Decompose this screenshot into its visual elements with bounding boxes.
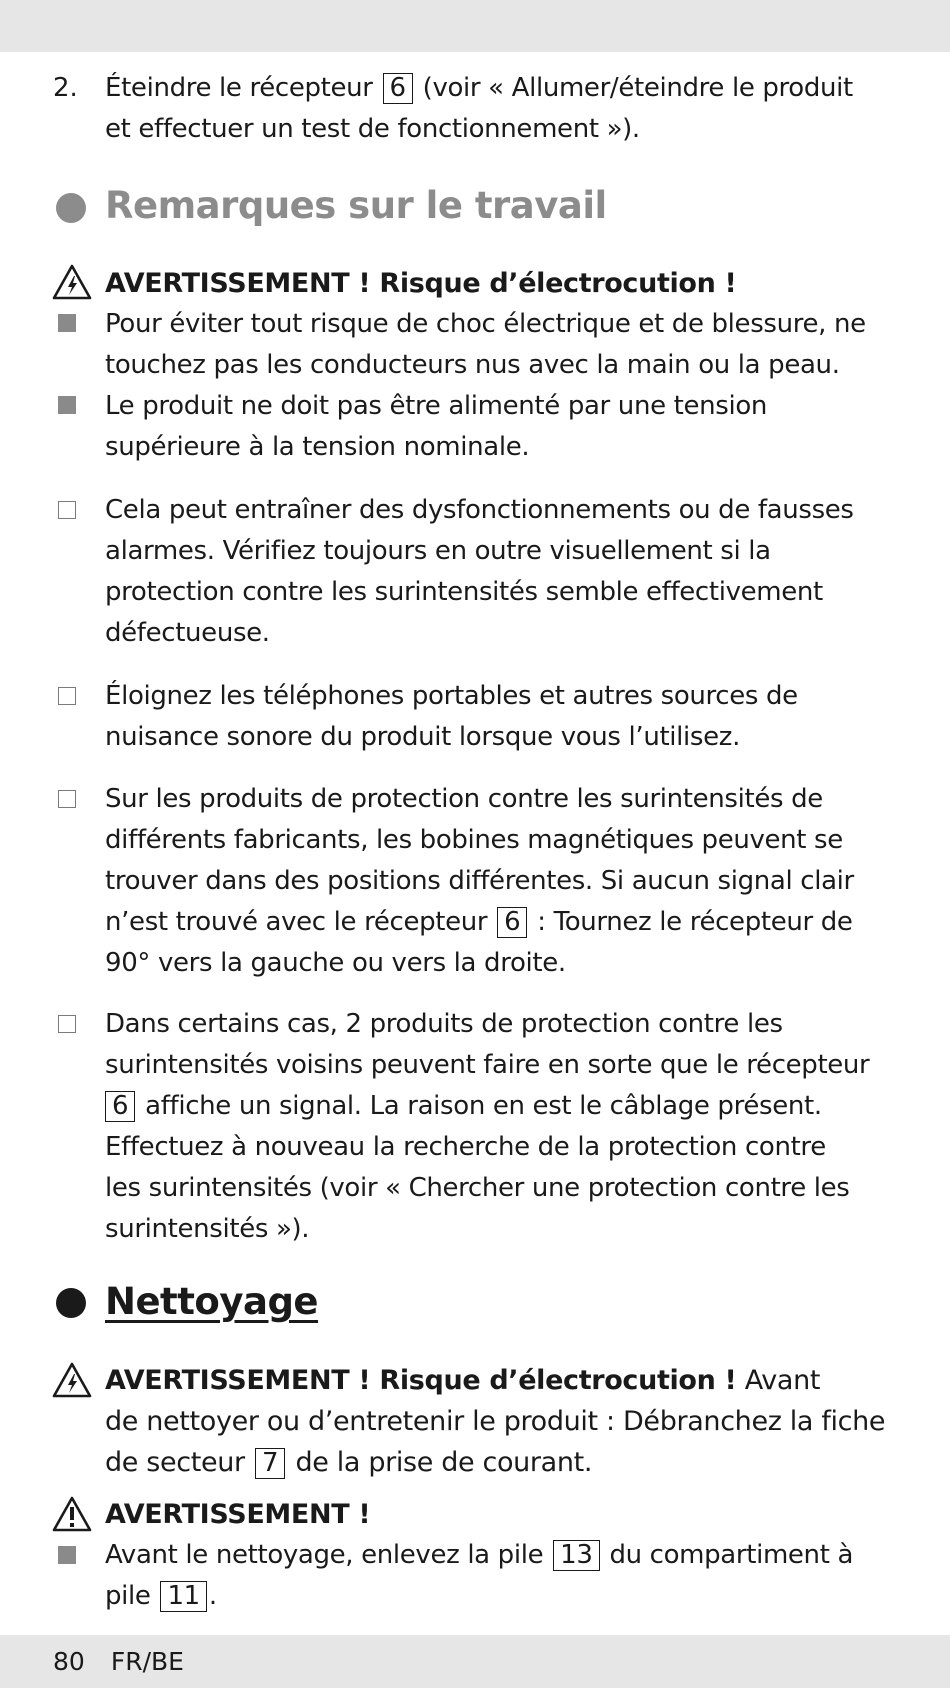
note-line: Éloignez les téléphones portables et autres sources de: [105, 681, 798, 711]
part-number-box: 6: [105, 1091, 135, 1122]
step-2-line2: et effectuer un test de fonctionnement »).: [105, 114, 640, 144]
step-2-line1-post: (voir « Allumer/éteindre le produit: [422, 73, 853, 103]
top-band: [0, 0, 950, 52]
warning-3-bullet: [105, 1535, 900, 1617]
language-code: FR/BE: [110, 1647, 184, 1676]
warning-title-2: AVERTISSEMENT ! Risque d’électrocution !: [105, 1365, 737, 1396]
note-checkbox-icon: [58, 790, 76, 808]
bullet-line: touchez pas les conducteurs nus avec la main ou la peau.: [105, 350, 840, 380]
note-line-pre: n’est trouvé avec le récepteur: [105, 907, 488, 937]
note-line: alarmes. Vérifiez toujours en outre visuellement si la: [105, 536, 771, 566]
bullet-line-post: du compartiment à: [609, 1540, 854, 1570]
note-line: [105, 902, 900, 943]
note-line: Sur les produits de protection contre les surintensités de: [105, 784, 823, 814]
page-number: 80: [53, 1647, 85, 1676]
note-line: nuisance sonore du produit lorsque vous l’utilisez.: [105, 722, 740, 752]
part-number-box: 11: [160, 1581, 206, 1612]
note-3: [105, 779, 900, 984]
note-line-post: : Tournez le récepteur de: [537, 907, 853, 937]
warning-triangle-icon: [52, 1362, 92, 1398]
part-number-box: 6: [497, 907, 527, 938]
warning-2-line3-pre: de secteur: [105, 1447, 245, 1478]
bullet-line-pre: Avant le nettoyage, enlevez la pile: [105, 1540, 544, 1570]
note-line: Cela peut entraîner des dysfonctionnements ou de fausses: [105, 495, 854, 525]
warning-2: [105, 1360, 905, 1483]
note-line-post: affiche un signal. La raison en est le câblage présent.: [145, 1091, 822, 1121]
note-line: différents fabricants, les bobines magnétiques peuvent se: [105, 825, 843, 855]
note-line: surintensités »).: [105, 1214, 310, 1244]
note-line: surintensités voisins peuvent faire en sorte que le récepteur: [105, 1050, 870, 1080]
bullet-line-pre: pile: [105, 1581, 151, 1611]
note-checkbox-icon: [58, 687, 76, 705]
warning-2-line3-post: de la prise de courant.: [295, 1447, 593, 1478]
bullet-line: Pour éviter tout risque de choc électrique et de blessure, ne: [105, 309, 866, 339]
section-bullet-icon: [56, 193, 86, 223]
note-4: [105, 1004, 900, 1250]
section-bullet-icon: [56, 1288, 86, 1318]
part-number-box: 6: [383, 73, 413, 104]
note-line: 90° vers la gauche ou vers la droite.: [105, 948, 566, 978]
note-checkbox-icon: [58, 501, 76, 519]
warning-triangle-icon: [52, 264, 92, 300]
bullet-line-post: .: [208, 1581, 217, 1611]
note-1: [105, 490, 900, 654]
step-number: 2.: [53, 73, 78, 103]
bullet-line: Le produit ne doit pas être alimenté par une tension: [105, 391, 768, 421]
note-line: Effectuez à nouveau la recherche de la protection contre: [105, 1132, 826, 1162]
note-checkbox-icon: [58, 1015, 76, 1033]
warning-title-1: AVERTISSEMENT ! Risque d’électrocution !: [105, 268, 737, 299]
note-line: Dans certains cas, 2 produits de protection contre les: [105, 1009, 783, 1039]
note-line: protection contre les surintensités semble effectivement: [105, 577, 823, 607]
warning-1-bullet-2: [105, 386, 900, 468]
warning-title-3: AVERTISSEMENT !: [105, 1499, 371, 1530]
note-line: les surintensités (voir « Chercher une protection contre les: [105, 1173, 850, 1203]
bullet-square-filled: [58, 314, 76, 332]
note-line: [105, 1086, 900, 1127]
part-number-box: 13: [553, 1540, 599, 1571]
section-title-nettoyage: Nettoyage: [105, 1280, 319, 1323]
step-2-text: [105, 68, 900, 150]
section-title-remarques: Remarques sur le travail: [105, 184, 607, 227]
warning-1-bullet-1: [105, 304, 900, 386]
bullet-square-filled: [58, 396, 76, 414]
footer: [53, 1647, 210, 1676]
warning-2-line1-post: Avant: [744, 1365, 821, 1396]
note-line: trouver dans des positions différentes. Si aucun signal clair: [105, 866, 854, 896]
step-2-line1-pre: Éteindre le récepteur: [105, 73, 373, 103]
warning-exclamation-icon: [52, 1496, 92, 1532]
note-line: défectueuse.: [105, 618, 270, 648]
part-number-box: 7: [255, 1448, 285, 1479]
bullet-line: supérieure à la tension nominale.: [105, 432, 530, 462]
warning-2-line2: de nettoyer ou d’entretenir le produit : Débranchez la fiche: [105, 1406, 886, 1437]
note-2: [105, 676, 900, 758]
bullet-square-filled: [58, 1546, 76, 1564]
